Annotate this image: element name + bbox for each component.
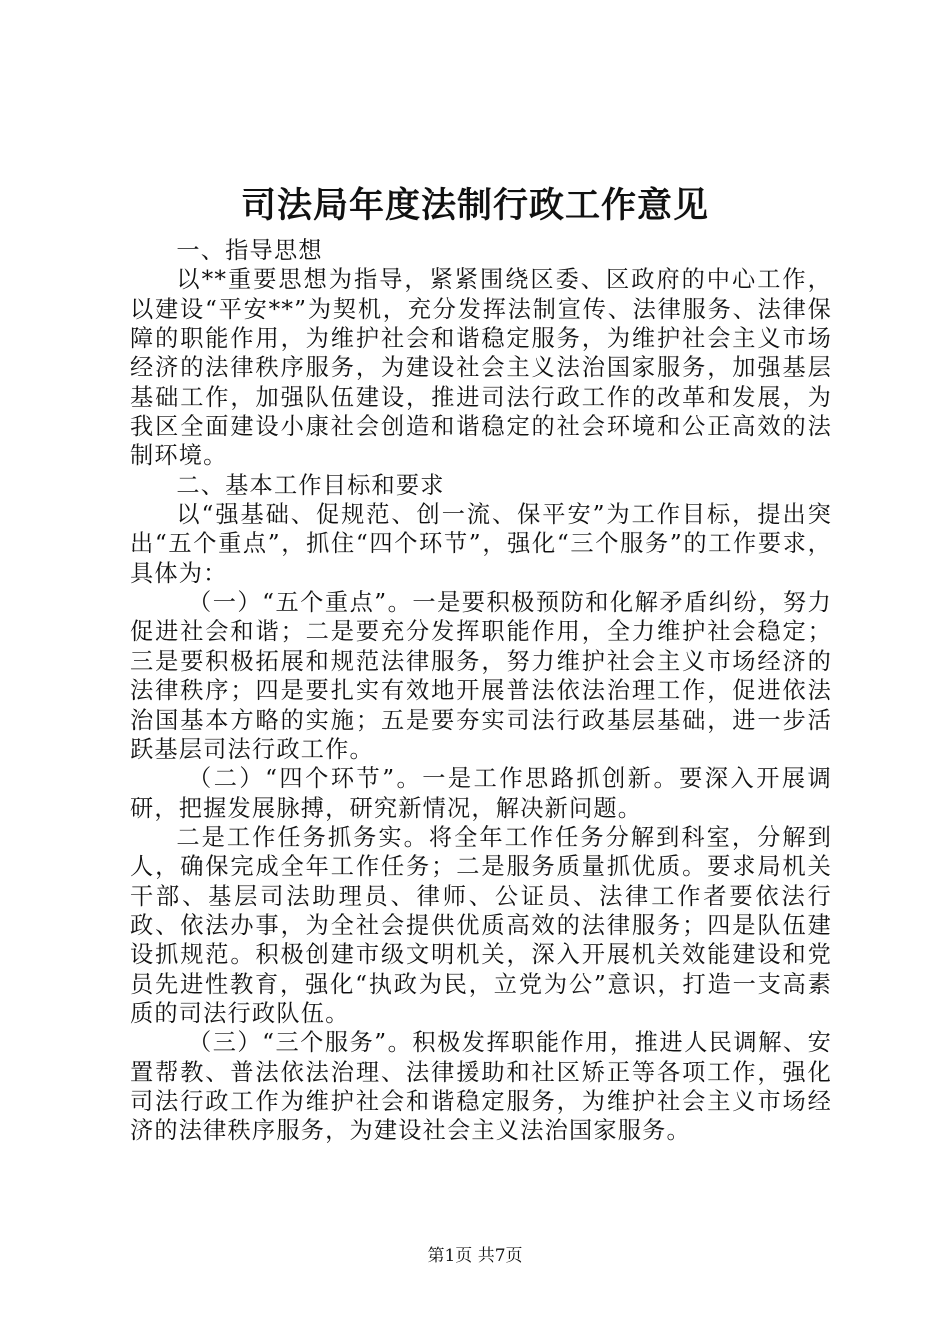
section-heading-guiding-thought: 一、指导思想 (176, 237, 323, 264)
paragraph-four-links-continued: 二是工作任务抓务实。将全年工作任务分解到科室，分解到人，确保完成全年工作任务；二是服务质量抓优质。要求局机关干部、基层司法助理员、律师、公证员、法律工作者要依法行政、依法办事，为全社会提供优质高效的法律服务；四是队伍建设抓规范。积极创建市级文明机关，深入开展机关效能建设和党员先进性教育，强化“执政为民，立党为公”意识，打造一支高素质的司法行政队伍。 (130, 823, 832, 1027)
paragraph-four-links: （二）“四个环节”。一是工作思路抓创新。要深入开展调研，把握发展脉搏，研究新情况，解决新问题。 (130, 765, 832, 822)
paragraph-three-services: （三）“三个服务”。积极发挥职能作用，推进人民调解、安置帮教、普法依法治理、法律援助和社区矫正等各项工作，强化司法行政工作为维护社会和谐稳定服务，为维护社会主义市场经济的法律秩序服务，为建设社会主义法治国家服务。 (130, 1029, 832, 1145)
paragraph-five-priorities: （一）“五个重点”。一是要积极预防和化解矛盾纠纷，努力促进社会和谐；二是要充分发挥职能作用，全力维护社会稳定；三是要积极拓展和规范法律服务，努力维护社会主义市场经济的法律秩序；四是要扎实有效地开展普法依法治理工作，促进依法治国基本方略的实施；五是要夯实司法行政基层基础，进一步活跃基层司法行政工作。 (130, 589, 832, 763)
section-heading-goals: 二、基本工作目标和要求 (176, 471, 445, 499)
paragraph-goals-intro: 以“强基础、促规范、创一流、保平安”为工作目标，提出突出“五个重点”，抓住“四个环节”，强化“三个服务”的工作要求，具体为： (130, 501, 832, 587)
page-number-footer: 第1页 共7页 (427, 1246, 523, 1266)
paragraph-guiding-thought: 以**重要思想为指导，紧紧围绕区委、区政府的中心工作，以建设“平安**”为契机，充分发挥法制宣传、法律服务、法律保障的职能作用，为维护社会和谐稳定服务，为维护社会主义市场经济的法律秩序服务，为建设社会主义法治国家服务，加强基层基础工作，加强队伍建设，推进司法行政工作的改革和发展，为我区全面建设小康社会创造和谐稳定的社会环境和公正高效的法制环境。 (130, 266, 832, 470)
document-body (130, 236, 832, 1146)
document-title: 司法局年度法制行政工作意见 (240, 186, 709, 226)
